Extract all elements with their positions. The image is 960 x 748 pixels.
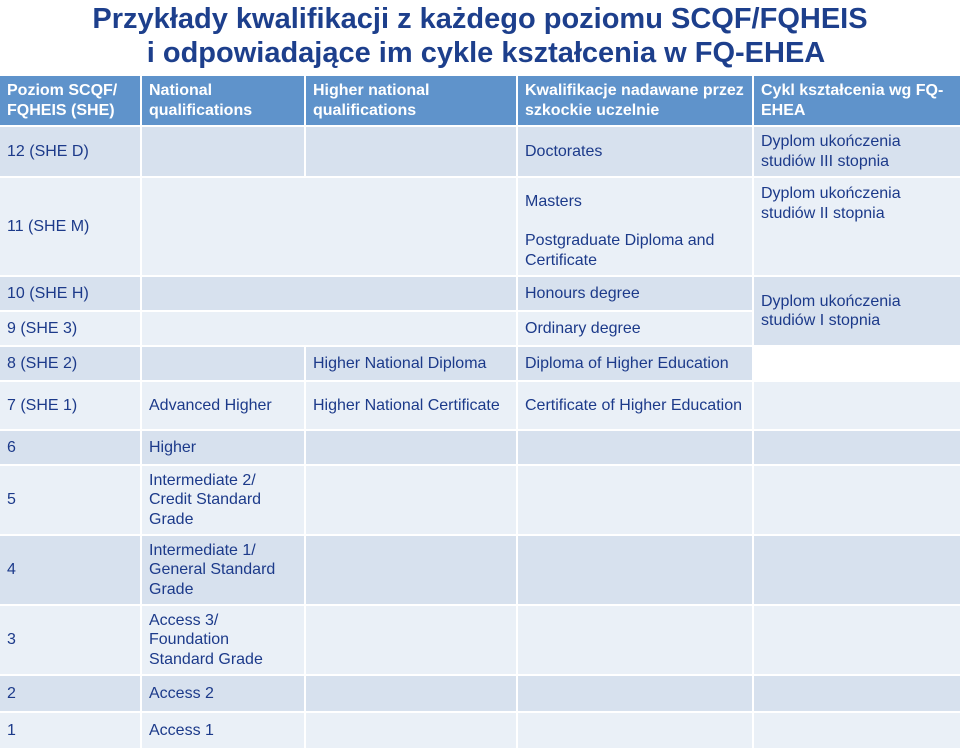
scottish-8: Diploma of Higher Education (518, 347, 752, 380)
higher-national-8: Higher National Diploma (306, 347, 516, 380)
national-9-empty (142, 312, 516, 345)
scottish-9: Ordinary degree (518, 312, 752, 345)
higher-national-6-empty (306, 431, 516, 464)
national-7: Advanced Higher (142, 382, 304, 429)
title-line-1: Przykłady kwalifikacji z każdego poziomu SCQF/FQHEIS (92, 3, 868, 35)
national-4: Intermediate 1/ General Standard Grade (142, 536, 304, 604)
qualifications-table (0, 76, 956, 739)
higher-national-4-empty (306, 536, 516, 604)
cycle-11: Dyplom ukończenia studiów II stopnia (754, 178, 960, 275)
scottish-10: Honours degree (518, 277, 752, 310)
scottish-4-empty (518, 536, 752, 604)
scottish-2-empty (518, 676, 752, 711)
scottish-11-masters: Masters (525, 193, 582, 210)
cycle-6-empty (754, 431, 960, 464)
scottish-1-empty (518, 713, 752, 748)
scottish-7: Certificate of Higher Education (518, 382, 752, 429)
header-national: National qualifications (142, 76, 304, 125)
cycle-9: Dyplom ukończenia studiów I stopnia (754, 277, 960, 345)
header-cycle: Cykl kształcenia wg FQ-EHEA (754, 76, 960, 125)
level-8: 8 (SHE 2) (0, 347, 140, 380)
higher-national-12-empty (306, 127, 516, 176)
higher-national-7: Higher National Certificate (306, 382, 516, 429)
level-10: 10 (SHE H) (0, 277, 140, 310)
title-line-2: i odpowiadające im cykle kształcenia w FQ-EHEA (146, 37, 826, 69)
national-8-empty (142, 347, 304, 380)
higher-national-1-empty (306, 713, 516, 748)
level-6: 6 (0, 431, 140, 464)
higher-national-2-empty (306, 676, 516, 711)
national-2: Access 2 (142, 676, 304, 711)
level-3: 3 (0, 606, 140, 674)
national-12-empty (142, 127, 304, 176)
header-level: Poziom SCQF/ FQHEIS (SHE) (0, 76, 140, 125)
level-12: 12 (SHE D) (0, 127, 140, 176)
cycle-7-empty (754, 382, 960, 429)
cycle-4-empty (754, 536, 960, 604)
cycle-8-empty (754, 347, 960, 380)
scottish-3-empty (518, 606, 752, 674)
cycle-12: Dyplom ukończenia studiów III stopnia (754, 127, 960, 176)
scottish-6-empty (518, 431, 752, 464)
national-3: Access 3/ Foundation Standard Grade (142, 606, 304, 674)
level-1: 1 (0, 713, 140, 748)
scottish-5-empty (518, 466, 752, 534)
national-1: Access 1 (142, 713, 304, 748)
scottish-11-postgraduate: Postgraduate Diploma and Certificate (525, 232, 715, 269)
scottish-11 (518, 178, 752, 275)
header-higher-national: Higher national qualifications (306, 76, 516, 125)
header-scottish: Kwalifikacje nadawane przez szkockie uczelnie (518, 76, 752, 125)
level-11: 11 (SHE M) (0, 178, 140, 275)
higher-national-3-empty (306, 606, 516, 674)
national-6: Higher (142, 431, 304, 464)
national-11-empty (142, 178, 516, 275)
national-10-empty (142, 277, 516, 310)
level-5: 5 (0, 466, 140, 534)
scottish-12: Doctorates (518, 127, 752, 176)
level-2: 2 (0, 676, 140, 711)
level-7: 7 (SHE 1) (0, 382, 140, 429)
cycle-2-empty (754, 676, 960, 711)
level-9: 9 (SHE 3) (0, 312, 140, 345)
page-title (0, 2, 960, 70)
national-5: Intermediate 2/ Credit Standard Grade (142, 466, 304, 534)
cycle-5-empty (754, 466, 960, 534)
level-4: 4 (0, 536, 140, 604)
cycle-3-empty (754, 606, 960, 674)
cycle-1-empty (754, 713, 960, 748)
higher-national-5-empty (306, 466, 516, 534)
